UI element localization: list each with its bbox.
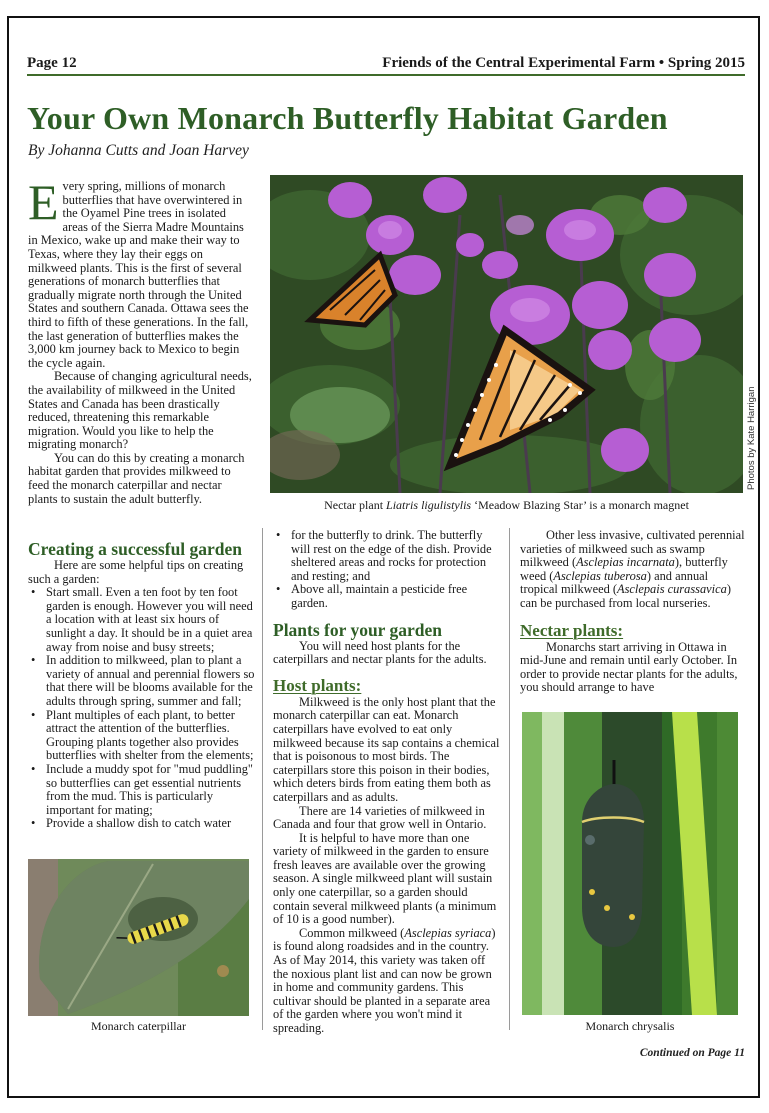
host-paragraph-3: It is helpful to have more than one variety of milkweed in the garden to ensure fresh leaves are available over the growing season. A single milkweed plant will sustain only one caterpillar, so a garden should contain several milkweed plants (a minimum of 10 is a good number). [273, 830, 497, 927]
column-divider-1 [262, 528, 263, 1030]
nectar-paragraph-1: Monarchs start arriving in Ottawa in mid-June and remain until early October. In order to provide nectar plants for the adults, you should arrange to have [520, 639, 738, 695]
continued-note: Continued on Page 11 [639, 1047, 745, 1059]
heading-host-plants: Host plants: [273, 675, 362, 695]
heading-plants-for-garden: Plants for your garden [273, 619, 443, 640]
intro-paragraph-1: Every spring, millions of monarch butterflies that have overwintered in the Oyamel Pine trees in isolated areas of the Sierra Madre Mountains in Mexico, wake up and make their way to Texas, where they lay their eggs on milkweed plants. This is the first of several generations of monarch butterflies that gradually migrate north through the United States and southern Canada. Ottawa sees the third to fifth of these generations. In the fall, the last generation of butterflies makes the 3,000 km journey back to Mexico to begin the cycle again. [28, 174, 249, 370]
host-paragraph-4: Common milkweed (Asclepias syriaca) is found along roadsides and in the country. As of May 2014, this variety was taken off the noxious plant list and can now be grown in home and community gardens. This cultivar should be planted in a separate area of the garden where you won't mind it spreading. [273, 925, 496, 1035]
byline: By Johanna Cutts and Joan Harvey [28, 142, 249, 159]
photo-monarch-caterpillar [28, 859, 249, 1016]
column-3 [520, 529, 746, 695]
tip-item: • Start small. Even a ten foot by ten foot garden is enough. However you will need a location with at least six hours of sunlight a day. It should be in a quiet area away from noise and busy streets; [46, 586, 256, 654]
chrysalis-caption: Monarch chrysalis [585, 1019, 675, 1033]
column-2 [273, 529, 503, 1036]
intro-paragraph-3: You can do this by creating a monarch habitat garden that provides milkweed to feed the monarch caterpillar and nectar plants to sustain the adult butterfly. [28, 450, 245, 506]
tip-item: • Plant multiples of each plant, to better attract the attention of the butterflies. Grouping plants together also provides butterflies with shelter from the elements; [46, 709, 256, 763]
heading-nectar-plants: Nectar plants: [520, 620, 624, 640]
column-divider-2 [509, 528, 510, 1030]
publication-header: Friends of the Central Experimental Farm • Spring 2015 [382, 55, 745, 71]
tip-item: • Include a muddy spot for "mud puddling" so butterflies can get essential nutrients from the mud. This is particularly important for mating; [46, 763, 256, 817]
page-number: Page 12 [27, 55, 77, 71]
photo-monarch-chrysalis [522, 712, 738, 1015]
tips-list [28, 586, 256, 831]
host-paragraph-1: Milkweed is the only host plant that the monarch caterpillar can eat. Monarch caterpillars have evolved to eat only milkweed because its sap contains a chemical that is poisonous to most birds. The caterpillars store this poison in their bodies, which deters birds from eating them both as caterpillars and as adults. [273, 694, 500, 804]
tip-item: • Above all, maintain a pesticide free garden. [291, 583, 503, 610]
header-rule [27, 74, 745, 76]
caterpillar-caption: Monarch caterpillar [91, 1019, 186, 1033]
plants-lead: You will need host plants for the caterpillars and nectar plants for the adults. [273, 638, 487, 667]
main-photo-caption: Nectar plant Liatris ligulistylis ‘Meadow Blazing Star’ is a monarch magnet [324, 498, 689, 512]
host-paragraph-2: There are 14 varieties of milkweed in Canada and four that grow well in Ontario. [273, 803, 487, 832]
intro-paragraph-2: Because of changing agricultural needs, the availability of milkweed in the United States and Canada has been drastically reduced, threatening this remarkable migration. Would you like to help the migrating monarch? [28, 369, 252, 452]
tip-item: • Provide a shallow dish to catch water [46, 817, 256, 831]
drop-cap: E [28, 174, 59, 230]
photo-credit: Photos by Kate Harrigan [746, 386, 757, 490]
column-1 [28, 539, 256, 831]
intro-column [28, 174, 254, 506]
tip-item: • In addition to milkweed, plan to plant a variety of annual and perennial flowers so that there will be blooms available for the adults through spring, summer and fall; [46, 654, 256, 708]
tip-item-continued: • for the butterfly to drink. The butterfly will rest on the edge of the dish. Provide sheltered areas and rocks for protection and resting; and [291, 529, 503, 583]
creating-lead: Here are some helpful tips on creating such a garden: [28, 558, 244, 586]
article-title: Your Own Monarch Butterfly Habitat Garden [27, 100, 668, 136]
heading-creating-garden: Creating a successful garden [28, 539, 243, 559]
host-paragraph-5: Other less invasive, cultivated perennial varieties of milkweed such as swamp milkweed (Asclepias incarnata), butterfly weed (Asclepias tuberosa) and annual tropical milkweed (Asclepais curassavica) can be purchased from local nurseries. [520, 528, 745, 610]
tips-list-continued [273, 529, 503, 611]
photo-butterflies-on-liatris [270, 175, 743, 493]
